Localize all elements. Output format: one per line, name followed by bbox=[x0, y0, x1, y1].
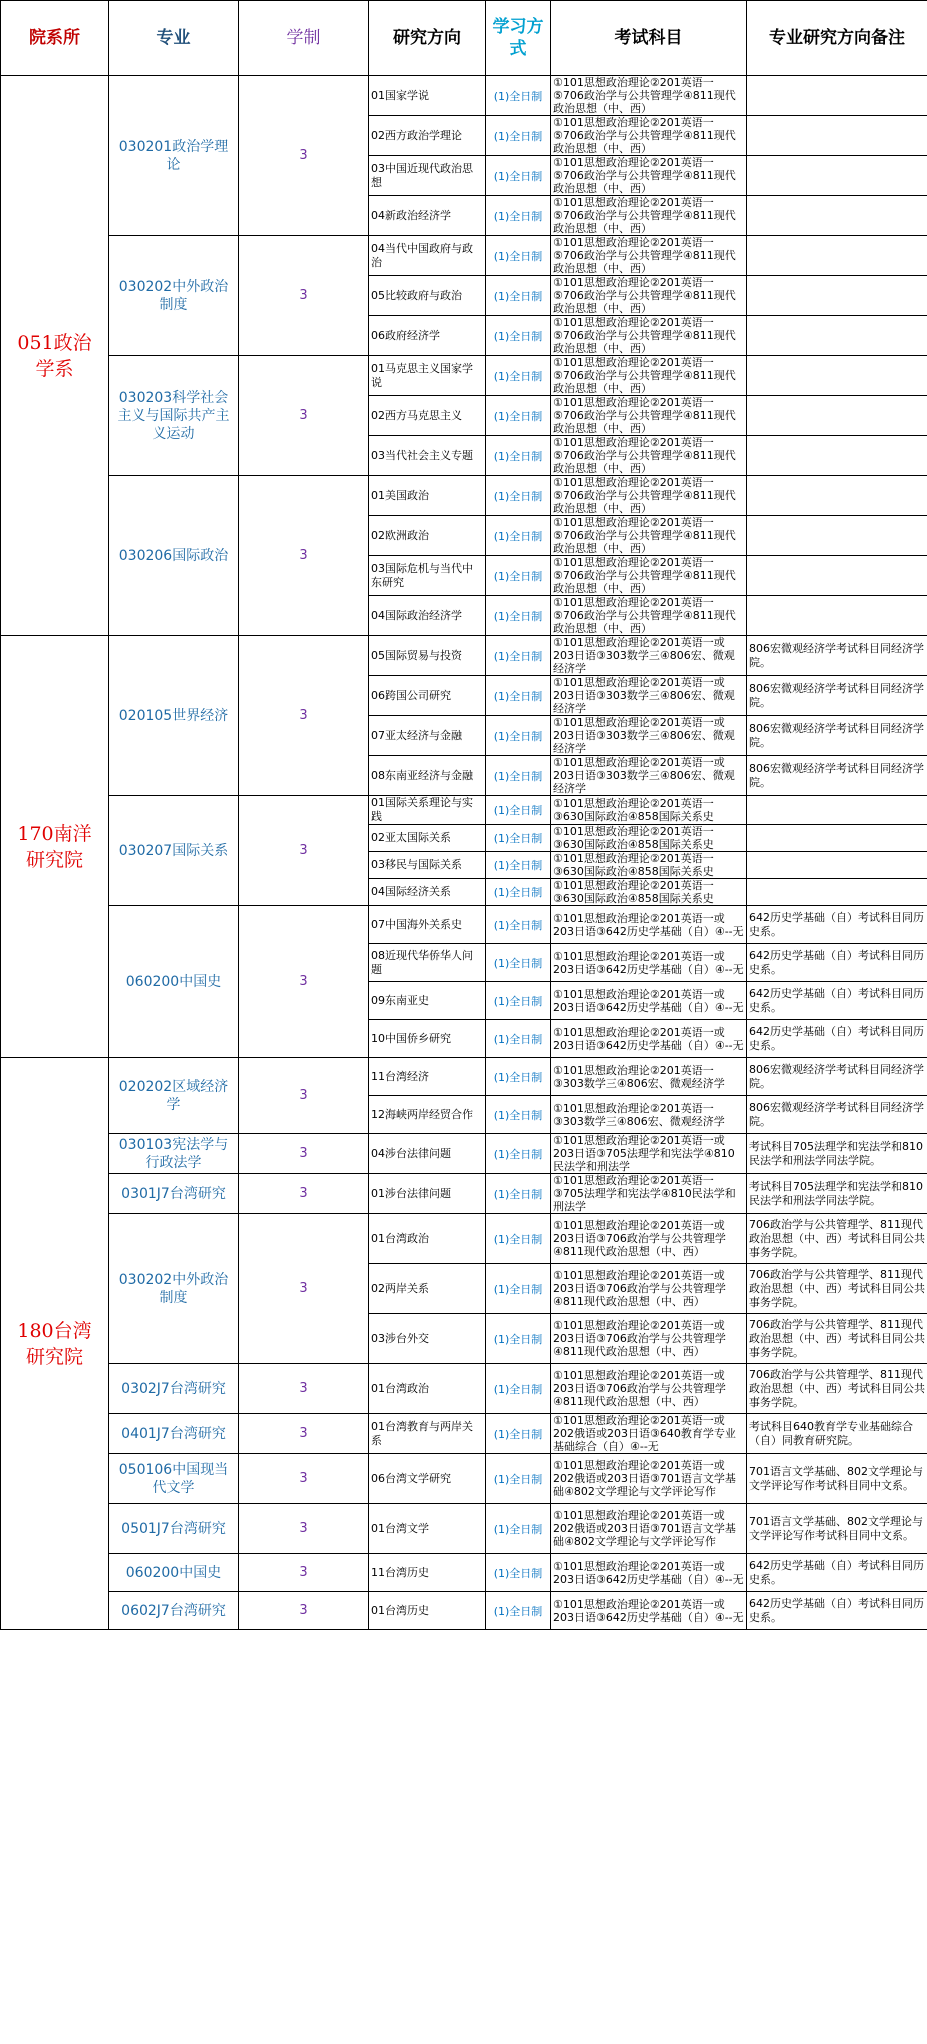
study-mode: (1)全日制 bbox=[486, 825, 551, 852]
years-value: 3 bbox=[239, 236, 369, 356]
major-name: 030203科学社会主义与国际共产主义运动 bbox=[109, 356, 239, 476]
exam-subjects: ①101思想政治理论②201英语一或203日语③642历史学基础（自）④--无 bbox=[551, 1020, 747, 1058]
major-name: 030201政治学理论 bbox=[109, 76, 239, 236]
years-value: 3 bbox=[239, 1214, 369, 1364]
exam-subjects: ①101思想政治理论②201英语一或203日语③705法理学和宪法学④810民法学和刑法学 bbox=[551, 1134, 747, 1174]
research-direction: 11台湾历史 bbox=[369, 1554, 486, 1592]
study-mode: (1)全日制 bbox=[486, 276, 551, 316]
exam-subjects: ①101思想政治理论②201英语一⑤706政治学与公共管理学④811现代政治思想（中、西） bbox=[551, 316, 747, 356]
table-row bbox=[1, 1414, 927, 1454]
study-mode: (1)全日制 bbox=[486, 906, 551, 944]
department-name: 051政治学系 bbox=[1, 76, 109, 636]
direction-note: 701语言文学基础、802文学理论与文学评论写作考试科目同中文系。 bbox=[747, 1504, 927, 1554]
direction-note: 642历史学基础（自）考试科目同历史系。 bbox=[747, 982, 927, 1020]
research-direction: 05比较政府与政治 bbox=[369, 276, 486, 316]
exam-subjects: ①101思想政治理论②201英语一⑤706政治学与公共管理学④811现代政治思想（中、西） bbox=[551, 196, 747, 236]
exam-subjects: ①101思想政治理论②201英语一或203日语③706政治学与公共管理学④811现代政治思想（中、西） bbox=[551, 1264, 747, 1314]
research-direction: 03当代社会主义专题 bbox=[369, 436, 486, 476]
header-mode: 学习方式 bbox=[486, 1, 551, 76]
header-major: 专业 bbox=[109, 1, 239, 76]
direction-note: 706政治学与公共管理学、811现代政治思想（中、西）考试科目同公共事务学院。 bbox=[747, 1264, 927, 1314]
major-name: 060200中国史 bbox=[109, 1554, 239, 1592]
direction-note bbox=[747, 796, 927, 825]
direction-note bbox=[747, 556, 927, 596]
study-mode: (1)全日制 bbox=[486, 1414, 551, 1454]
exam-subjects: ①101思想政治理论②201英语一⑤706政治学与公共管理学④811现代政治思想（中、西） bbox=[551, 156, 747, 196]
exam-subjects: ①101思想政治理论②201英语一③303数学三④806宏、微观经济学 bbox=[551, 1096, 747, 1134]
direction-note: 806宏微观经济学考试科目同经济学院。 bbox=[747, 756, 927, 796]
study-mode: (1)全日制 bbox=[486, 116, 551, 156]
research-direction: 03移民与国际关系 bbox=[369, 852, 486, 879]
major-name: 060200中国史 bbox=[109, 906, 239, 1058]
exam-subjects: ①101思想政治理论②201英语一或203日语③706政治学与公共管理学④811现代政治思想（中、西） bbox=[551, 1214, 747, 1264]
study-mode: (1)全日制 bbox=[486, 1554, 551, 1592]
direction-note: 642历史学基础（自）考试科目同历史系。 bbox=[747, 906, 927, 944]
exam-subjects: ①101思想政治理论②201英语一⑤706政治学与公共管理学④811现代政治思想（中、西） bbox=[551, 276, 747, 316]
study-mode: (1)全日制 bbox=[486, 196, 551, 236]
table-row bbox=[1, 356, 927, 396]
direction-note: 806宏微观经济学考试科目同经济学院。 bbox=[747, 1058, 927, 1096]
research-direction: 03国际危机与当代中东研究 bbox=[369, 556, 486, 596]
research-direction: 11台湾经济 bbox=[369, 1058, 486, 1096]
direction-note: 考试科目640教育学专业基础综合（自）同教育研究院。 bbox=[747, 1414, 927, 1454]
exam-subjects: ①101思想政治理论②201英语一或203日语③706政治学与公共管理学④811现代政治思想（中、西） bbox=[551, 1314, 747, 1364]
years-value: 3 bbox=[239, 1364, 369, 1414]
direction-note bbox=[747, 436, 927, 476]
study-mode: (1)全日制 bbox=[486, 1214, 551, 1264]
major-name: 0501J7台湾研究 bbox=[109, 1504, 239, 1554]
table-row bbox=[1, 636, 927, 676]
study-mode: (1)全日制 bbox=[486, 756, 551, 796]
exam-subjects: ①101思想政治理论②201英语一⑤706政治学与公共管理学④811现代政治思想（中、西） bbox=[551, 356, 747, 396]
study-mode: (1)全日制 bbox=[486, 1058, 551, 1096]
study-mode: (1)全日制 bbox=[486, 1174, 551, 1214]
header-direction: 研究方向 bbox=[369, 1, 486, 76]
study-mode: (1)全日制 bbox=[486, 236, 551, 276]
study-mode: (1)全日制 bbox=[486, 596, 551, 636]
study-mode: (1)全日制 bbox=[486, 156, 551, 196]
major-name: 020202区域经济学 bbox=[109, 1058, 239, 1134]
years-value: 3 bbox=[239, 76, 369, 236]
study-mode: (1)全日制 bbox=[486, 716, 551, 756]
direction-note: 706政治学与公共管理学、811现代政治思想（中、西）考试科目同公共事务学院。 bbox=[747, 1364, 927, 1414]
exam-subjects: ①101思想政治理论②201英语一或203日语③642历史学基础（自）④--无 bbox=[551, 982, 747, 1020]
major-name: 050106中国现当代文学 bbox=[109, 1454, 239, 1504]
direction-note bbox=[747, 236, 927, 276]
research-direction: 04国际政治经济学 bbox=[369, 596, 486, 636]
direction-note bbox=[747, 356, 927, 396]
table-row bbox=[1, 1134, 927, 1174]
years-value: 3 bbox=[239, 1504, 369, 1554]
years-value: 3 bbox=[239, 476, 369, 636]
study-mode: (1)全日制 bbox=[486, 1364, 551, 1414]
exam-subjects: ①101思想政治理论②201英语一或203日语③706政治学与公共管理学④811现代政治思想（中、西） bbox=[551, 1364, 747, 1414]
research-direction: 01台湾政治 bbox=[369, 1214, 486, 1264]
study-mode: (1)全日制 bbox=[486, 879, 551, 906]
study-mode: (1)全日制 bbox=[486, 1504, 551, 1554]
research-direction: 01美国政治 bbox=[369, 476, 486, 516]
research-direction: 03中国近现代政治思想 bbox=[369, 156, 486, 196]
department-name: 180台湾研究院 bbox=[1, 1058, 109, 1630]
header-subjects: 考试科目 bbox=[551, 1, 747, 76]
exam-subjects: ①101思想政治理论②201英语一⑤706政治学与公共管理学④811现代政治思想（中、西） bbox=[551, 556, 747, 596]
exam-subjects: ①101思想政治理论②201英语一或203日语③642历史学基础（自）④--无 bbox=[551, 1554, 747, 1592]
research-direction: 01台湾政治 bbox=[369, 1364, 486, 1414]
research-direction: 04涉台法律问题 bbox=[369, 1134, 486, 1174]
study-mode: (1)全日制 bbox=[486, 1592, 551, 1630]
exam-subjects: ①101思想政治理论②201英语一或202俄语或203日语③701语言文学基础④802文学理论与文学评论写作 bbox=[551, 1454, 747, 1504]
exam-subjects: ①101思想政治理论②201英语一③303数学三④806宏、微观经济学 bbox=[551, 1058, 747, 1096]
study-mode: (1)全日制 bbox=[486, 1134, 551, 1174]
direction-note bbox=[747, 316, 927, 356]
years-value: 3 bbox=[239, 356, 369, 476]
direction-note bbox=[747, 156, 927, 196]
direction-note: 806宏微观经济学考试科目同经济学院。 bbox=[747, 716, 927, 756]
major-name: 0301J7台湾研究 bbox=[109, 1174, 239, 1214]
research-direction: 01台湾教育与两岸关系 bbox=[369, 1414, 486, 1454]
research-direction: 01马克思主义国家学说 bbox=[369, 356, 486, 396]
direction-note bbox=[747, 516, 927, 556]
study-mode: (1)全日制 bbox=[486, 76, 551, 116]
table-body bbox=[1, 76, 927, 1630]
years-value: 3 bbox=[239, 906, 369, 1058]
study-mode: (1)全日制 bbox=[486, 516, 551, 556]
major-name: 030202中外政治制度 bbox=[109, 1214, 239, 1364]
header-years: 学制 bbox=[239, 1, 369, 76]
years-value: 3 bbox=[239, 1174, 369, 1214]
research-direction: 05国际贸易与投资 bbox=[369, 636, 486, 676]
exam-subjects: ①101思想政治理论②201英语一③630国际政治④858国际关系史 bbox=[551, 852, 747, 879]
study-mode: (1)全日制 bbox=[486, 1454, 551, 1504]
direction-note bbox=[747, 396, 927, 436]
research-direction: 07中国海外关系史 bbox=[369, 906, 486, 944]
research-direction: 04国际经济关系 bbox=[369, 879, 486, 906]
direction-note bbox=[747, 825, 927, 852]
direction-note: 706政治学与公共管理学、811现代政治思想（中、西）考试科目同公共事务学院。 bbox=[747, 1314, 927, 1364]
table-row bbox=[1, 1504, 927, 1554]
exam-subjects: ①101思想政治理论②201英语一或203日语③303数学三④806宏、微观经济学 bbox=[551, 636, 747, 676]
exam-subjects: ①101思想政治理论②201英语一或203日语③642历史学基础（自）④--无 bbox=[551, 944, 747, 982]
exam-subjects: ①101思想政治理论②201英语一或203日语③642历史学基础（自）④--无 bbox=[551, 1592, 747, 1630]
table-row bbox=[1, 76, 927, 116]
study-mode: (1)全日制 bbox=[486, 1020, 551, 1058]
direction-note bbox=[747, 476, 927, 516]
research-direction: 04当代中国政府与政治 bbox=[369, 236, 486, 276]
direction-note bbox=[747, 196, 927, 236]
direction-note: 806宏微观经济学考试科目同经济学院。 bbox=[747, 1096, 927, 1134]
header-row bbox=[1, 1, 927, 76]
table-row bbox=[1, 906, 927, 944]
study-mode: (1)全日制 bbox=[486, 982, 551, 1020]
research-direction: 06跨国公司研究 bbox=[369, 676, 486, 716]
research-direction: 02西方政治学理论 bbox=[369, 116, 486, 156]
research-direction: 01台湾历史 bbox=[369, 1592, 486, 1630]
direction-note bbox=[747, 852, 927, 879]
table-row bbox=[1, 1364, 927, 1414]
research-direction: 04新政治经济学 bbox=[369, 196, 486, 236]
table-row bbox=[1, 1174, 927, 1214]
research-direction: 07亚太经济与金融 bbox=[369, 716, 486, 756]
direction-note bbox=[747, 276, 927, 316]
table-row bbox=[1, 1592, 927, 1630]
direction-note bbox=[747, 116, 927, 156]
study-mode: (1)全日制 bbox=[486, 476, 551, 516]
direction-note bbox=[747, 879, 927, 906]
direction-note: 806宏微观经济学考试科目同经济学院。 bbox=[747, 636, 927, 676]
table-row bbox=[1, 1058, 927, 1096]
table-row bbox=[1, 1554, 927, 1592]
exam-subjects: ①101思想政治理论②201英语一或203日语③303数学三④806宏、微观经济学 bbox=[551, 756, 747, 796]
table-row bbox=[1, 796, 927, 825]
years-value: 3 bbox=[239, 1592, 369, 1630]
years-value: 3 bbox=[239, 1554, 369, 1592]
direction-note: 642历史学基础（自）考试科目同历史系。 bbox=[747, 1554, 927, 1592]
major-name: 0302J7台湾研究 bbox=[109, 1364, 239, 1414]
table-row bbox=[1, 1214, 927, 1264]
research-direction: 01涉台法律问题 bbox=[369, 1174, 486, 1214]
exam-subjects: ①101思想政治理论②201英语一或203日语③642历史学基础（自）④--无 bbox=[551, 906, 747, 944]
years-value: 3 bbox=[239, 636, 369, 796]
years-value: 3 bbox=[239, 796, 369, 906]
direction-note bbox=[747, 596, 927, 636]
research-direction: 02西方马克思主义 bbox=[369, 396, 486, 436]
research-direction: 10中国侨乡研究 bbox=[369, 1020, 486, 1058]
research-direction: 01台湾文学 bbox=[369, 1504, 486, 1554]
exam-subjects: ①101思想政治理论②201英语一⑤706政治学与公共管理学④811现代政治思想（中、西） bbox=[551, 596, 747, 636]
header-notes: 专业研究方向备注 bbox=[747, 1, 927, 76]
research-direction: 03涉台外交 bbox=[369, 1314, 486, 1364]
research-direction: 06台湾文学研究 bbox=[369, 1454, 486, 1504]
research-direction: 01国家学说 bbox=[369, 76, 486, 116]
direction-note: 706政治学与公共管理学、811现代政治思想（中、西）考试科目同公共事务学院。 bbox=[747, 1214, 927, 1264]
study-mode: (1)全日制 bbox=[486, 1096, 551, 1134]
research-direction: 12海峡两岸经贸合作 bbox=[369, 1096, 486, 1134]
exam-subjects: ①101思想政治理论②201英语一或203日语③303数学三④806宏、微观经济学 bbox=[551, 716, 747, 756]
study-mode: (1)全日制 bbox=[486, 1264, 551, 1314]
exam-subjects: ①101思想政治理论②201英语一或203日语③303数学三④806宏、微观经济学 bbox=[551, 676, 747, 716]
header-dept: 院系所 bbox=[1, 1, 109, 76]
direction-note: 642历史学基础（自）考试科目同历史系。 bbox=[747, 1020, 927, 1058]
study-mode: (1)全日制 bbox=[486, 944, 551, 982]
exam-subjects: ①101思想政治理论②201英语一⑤706政治学与公共管理学④811现代政治思想（中、西） bbox=[551, 76, 747, 116]
exam-subjects: ①101思想政治理论②201英语一⑤706政治学与公共管理学④811现代政治思想（中、西） bbox=[551, 396, 747, 436]
research-direction: 08东南亚经济与金融 bbox=[369, 756, 486, 796]
study-mode: (1)全日制 bbox=[486, 1314, 551, 1364]
study-mode: (1)全日制 bbox=[486, 796, 551, 825]
years-value: 3 bbox=[239, 1414, 369, 1454]
table-row bbox=[1, 476, 927, 516]
study-mode: (1)全日制 bbox=[486, 676, 551, 716]
direction-note: 701语言文学基础、802文学理论与文学评论写作考试科目同中文系。 bbox=[747, 1454, 927, 1504]
years-value: 3 bbox=[239, 1134, 369, 1174]
research-direction: 06政府经济学 bbox=[369, 316, 486, 356]
research-direction: 02两岸关系 bbox=[369, 1264, 486, 1314]
exam-subjects: ①101思想政治理论②201英语一③630国际政治④858国际关系史 bbox=[551, 879, 747, 906]
exam-subjects: ①101思想政治理论②201英语一或202俄语或203日语③701语言文学基础④802文学理论与文学评论写作 bbox=[551, 1504, 747, 1554]
study-mode: (1)全日制 bbox=[486, 852, 551, 879]
study-mode: (1)全日制 bbox=[486, 396, 551, 436]
exam-subjects: ①101思想政治理论②201英语一⑤706政治学与公共管理学④811现代政治思想（中、西） bbox=[551, 116, 747, 156]
direction-note: 642历史学基础（自）考试科目同历史系。 bbox=[747, 1592, 927, 1630]
research-direction: 02欧洲政治 bbox=[369, 516, 486, 556]
study-mode: (1)全日制 bbox=[486, 556, 551, 596]
study-mode: (1)全日制 bbox=[486, 356, 551, 396]
exam-subjects: ①101思想政治理论②201英语一③705法理学和宪法学④810民法学和刑法学 bbox=[551, 1174, 747, 1214]
exam-subjects: ①101思想政治理论②201英语一⑤706政治学与公共管理学④811现代政治思想（中、西） bbox=[551, 236, 747, 276]
study-mode: (1)全日制 bbox=[486, 436, 551, 476]
research-direction: 01国际关系理论与实践 bbox=[369, 796, 486, 825]
years-value: 3 bbox=[239, 1058, 369, 1134]
research-direction: 08近现代华侨华人问题 bbox=[369, 944, 486, 982]
exam-subjects: ①101思想政治理论②201英语一③630国际政治④858国际关系史 bbox=[551, 796, 747, 825]
major-name: 030202中外政治制度 bbox=[109, 236, 239, 356]
table-row bbox=[1, 236, 927, 276]
major-name: 020105世界经济 bbox=[109, 636, 239, 796]
major-name: 030207国际关系 bbox=[109, 796, 239, 906]
research-direction: 02亚太国际关系 bbox=[369, 825, 486, 852]
exam-subjects: ①101思想政治理论②201英语一③630国际政治④858国际关系史 bbox=[551, 825, 747, 852]
department-name: 170南洋研究院 bbox=[1, 636, 109, 1058]
research-direction: 09东南亚史 bbox=[369, 982, 486, 1020]
direction-note: 考试科目705法理学和宪法学和810民法学和刑法学同法学院。 bbox=[747, 1174, 927, 1214]
direction-note: 642历史学基础（自）考试科目同历史系。 bbox=[747, 944, 927, 982]
direction-note bbox=[747, 76, 927, 116]
major-name: 030103宪法学与行政法学 bbox=[109, 1134, 239, 1174]
major-name: 030206国际政治 bbox=[109, 476, 239, 636]
study-mode: (1)全日制 bbox=[486, 316, 551, 356]
years-value: 3 bbox=[239, 1454, 369, 1504]
table-row bbox=[1, 1454, 927, 1504]
study-mode: (1)全日制 bbox=[486, 636, 551, 676]
exam-subjects: ①101思想政治理论②201英语一或202俄语或203日语③640教育学专业基础综合（自）④--无 bbox=[551, 1414, 747, 1454]
exam-subjects: ①101思想政治理论②201英语一⑤706政治学与公共管理学④811现代政治思想（中、西） bbox=[551, 436, 747, 476]
exam-subjects: ①101思想政治理论②201英语一⑤706政治学与公共管理学④811现代政治思想（中、西） bbox=[551, 476, 747, 516]
major-name: 0602J7台湾研究 bbox=[109, 1592, 239, 1630]
direction-note: 考试科目705法理学和宪法学和810民法学和刑法学同法学院。 bbox=[747, 1134, 927, 1174]
exam-subjects: ①101思想政治理论②201英语一⑤706政治学与公共管理学④811现代政治思想（中、西） bbox=[551, 516, 747, 556]
major-name: 0401J7台湾研究 bbox=[109, 1414, 239, 1454]
direction-note: 806宏微观经济学考试科目同经济学院。 bbox=[747, 676, 927, 716]
